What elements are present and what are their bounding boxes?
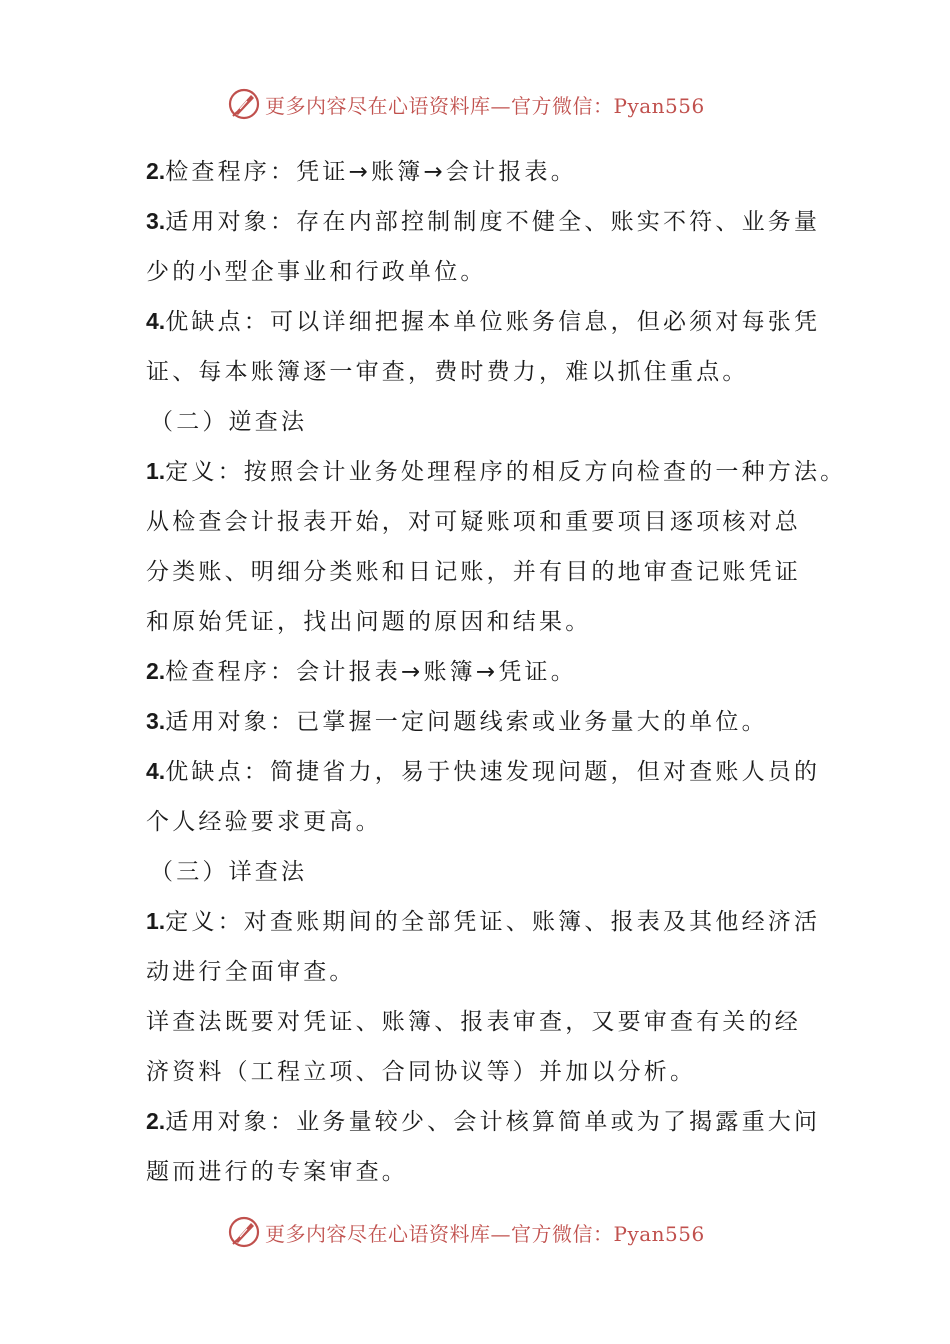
text-line: 4.优缺点：可以详细把握本单位账务信息，但必须对每张凭 <box>146 308 821 335</box>
section-heading: （三）详查法 <box>150 859 308 885</box>
text-line: 2.检查程序：凭证→账簿→会计报表。 <box>146 158 577 185</box>
footer-banner <box>227 1212 705 1252</box>
text-line: 题而进行的专案审查。 <box>146 1159 408 1185</box>
text-line: 3.适用对象：存在内部控制制度不健全、账实不符、业务量 <box>146 208 821 235</box>
text-line: 个人经验要求更高。 <box>146 809 382 835</box>
text-line: 1.定义：对查账期间的全部凭证、账簿、报表及其他经济活 <box>146 908 821 935</box>
text-line: 济资料（工程立项、合同协议等）并加以分析。 <box>146 1059 697 1085</box>
text-line: 3.适用对象：已掌握一定问题线索或业务量大的单位。 <box>146 708 768 735</box>
text-line: 1.定义：按照会计业务处理程序的相反方向检查的一种方法。 <box>146 458 847 485</box>
header-banner-text: 更多内容尽在心语资料库—官方微信：Pyan556 <box>265 93 705 118</box>
header-banner <box>227 84 705 124</box>
text-line: 2.检查程序：会计报表→账簿→凭证。 <box>146 658 577 685</box>
text-line: 从检查会计报表开始，对可疑账项和重要项目逐项核对总 <box>146 509 801 535</box>
text-line: 动进行全面审查。 <box>146 959 356 985</box>
footer-banner-text: 更多内容尽在心语资料库—官方微信：Pyan556 <box>265 1221 705 1246</box>
document-body <box>146 146 847 1196</box>
quill-seal-icon <box>227 87 261 121</box>
text-line: 和原始凭证，找出问题的原因和结果。 <box>146 609 592 635</box>
text-line: 2.适用对象：业务量较少、会计核算简单或为了揭露重大问 <box>146 1108 821 1135</box>
text-line: 分类账、明细分类账和日记账，并有目的地审查记账凭证 <box>146 559 801 585</box>
text-line: 4.优缺点：简捷省力，易于快速发现问题，但对查账人员的 <box>146 758 821 785</box>
text-line: 少的小型企事业和行政单位。 <box>146 259 487 285</box>
text-line: 证、每本账簿逐一审查，费时费力，难以抓住重点。 <box>146 359 749 385</box>
text-line: 详查法既要对凭证、账簿、报表审查，又要审查有关的经 <box>146 1009 801 1035</box>
section-heading: （二）逆查法 <box>150 409 308 435</box>
quill-seal-icon <box>227 1215 261 1249</box>
